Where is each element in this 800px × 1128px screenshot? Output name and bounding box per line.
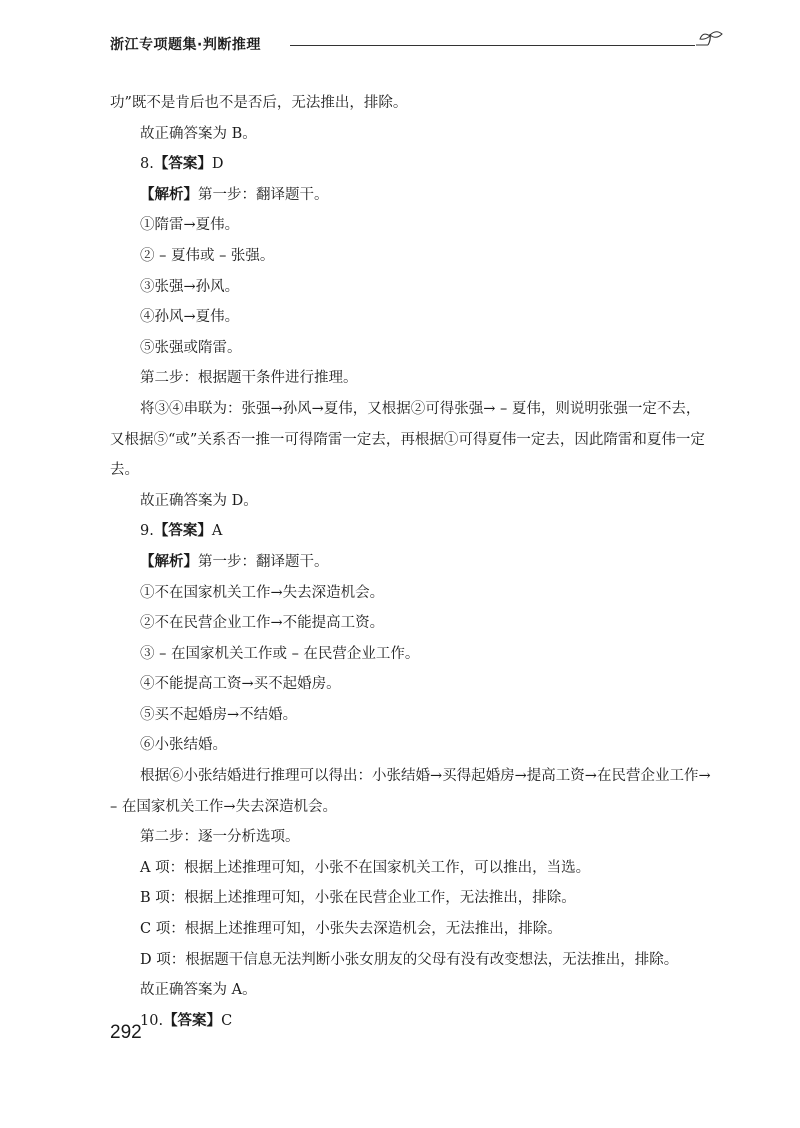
answer-line [110,149,712,180]
line-text: 故正确答案为 B。 [140,125,257,142]
text-line [110,761,712,822]
analysis-label: 【解析】 [140,185,198,203]
question-number: 9. [140,523,154,540]
line-text: 功”既不是肯后也不是否后，无法推出，排除。 [110,95,408,111]
running-header [110,28,730,58]
line-text: 故正确答案为 A。 [140,982,257,999]
line-text: ①隋雷→夏伟。 [140,217,240,234]
line-text: C 项：根据上述推理可知，小张失去深造机会，无法推出，排除。 [140,921,562,938]
text-line [110,578,712,609]
text-line [110,822,712,853]
line-text: 第二步：根据题干条件进行推理。 [140,370,358,387]
answer-value: C [221,1012,233,1029]
line-text: ③张强→孙风。 [140,278,240,295]
line-text: 故正确答案为 D。 [140,492,258,509]
line-text: D 项：根据题干信息无法判断小张女朋友的父母有没有改变想法，无法推出，排除。 [140,951,679,968]
header-rule [290,45,695,46]
text-line [110,272,712,303]
text-line [110,883,712,914]
text-line [110,945,712,976]
text-line [110,730,712,761]
page-number: 292 [110,1022,142,1043]
text-line [110,302,712,333]
analysis-text: 第一步：翻译题干。 [198,186,329,203]
text-line [110,333,712,364]
line-text: ⑥小张结婚。 [140,737,227,754]
header-title: 浙江专项题集·判断推理 [110,37,261,53]
text-line [110,639,712,670]
answer-value: A [211,523,223,540]
text-line [110,853,712,884]
answer-line [110,1006,712,1037]
line-text: ④不能提高工资→买不起婚房。 [140,676,341,693]
line-text: A 项：根据上述推理可知，小张不在国家机关工作，可以推出，当选。 [140,859,591,876]
text-line [110,394,712,486]
line-text: ② – 夏伟或 – 张强。 [140,247,275,264]
line-text: 根据⑥小张结婚进行推理可以得出：小张结婚→买得起婚房→提高工资→在民营企业工作→ – 在国家机关工作→失去深造机会。 [110,768,711,815]
answer-value: D [211,156,224,173]
answer-label: 【答案】 [163,1011,222,1029]
text-line [110,88,712,119]
text-line [110,669,712,700]
text-line [110,914,712,945]
analysis-line [110,547,712,578]
line-text: ⑤张强或隋雷。 [140,339,242,356]
answer-label: 【答案】 [153,155,212,173]
line-text: ①不在国家机关工作→失去深造机会。 [140,584,385,601]
sprout-icon [694,30,730,58]
answer-line [110,516,712,547]
line-text: ⑤买不起婚房→不结婚。 [140,706,298,723]
line-text: ④孙风→夏伟。 [140,309,240,326]
line-text: ③ – 在国家机关工作或 – 在民营企业工作。 [140,645,420,662]
text-line [110,363,712,394]
question-number: 10. [140,1012,164,1029]
question-number: 8. [140,156,154,173]
line-text: 将③④串联为：张强→孙风→夏伟，又根据②可得张强→ – 夏伟，则说明张强一定不去，又根据⑤“或”关系否一推一可得隋雷一定去，再根据①可得夏伟一定去，因此隋雷和夏伟一定去。 [110,400,705,479]
analysis-label: 【解析】 [140,552,198,570]
text-line [110,486,712,517]
answer-label: 【答案】 [153,522,212,540]
line-text: 第二步：逐一分析选项。 [140,829,300,846]
analysis-line [110,180,712,211]
line-text: B 项：根据上述推理可知，小张在民营企业工作，无法推出，排除。 [140,890,576,907]
text-line [110,975,712,1006]
text-line [110,119,712,150]
analysis-text: 第一步：翻译题干。 [198,553,329,570]
line-text: ②不在民营企业工作→不能提高工资。 [140,615,385,632]
text-line [110,608,712,639]
page-body [110,88,712,1036]
text-line [110,700,712,731]
text-line [110,241,712,272]
text-line [110,210,712,241]
